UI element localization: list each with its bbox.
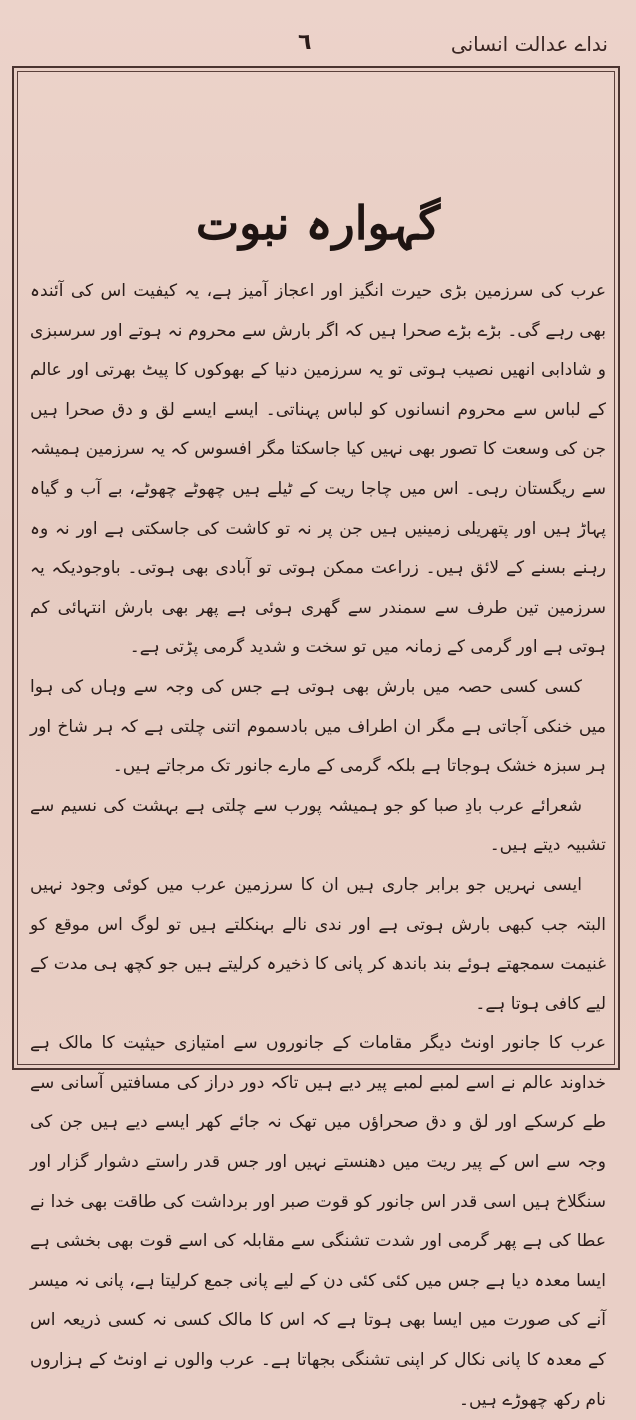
page-number: ٦ <box>298 30 312 55</box>
body-text <box>30 272 606 1420</box>
chapter-title: گہوارہ نبوت <box>195 196 441 250</box>
paragraph: ایسی نہریں جو برابر جاری ہیں ان کا سرزمین عرب میں کوئی وجود نہیں البتہ جب کبھی بارش ہوتی ہے اور ندی نالے بہنکلتے ہیں تو لوگ اس موقع کو غنیمت سمجھتے ہوئے بند باندھ کر پانی کا ذخیرہ کرلیتے ہیں جو کچھ ہی مدت کے لیے کافی ہوتا ہے۔ <box>30 874 606 1014</box>
paragraph: شعرائے عرب بادِ صبا کو جو ہمیشہ پورب سے چلتی ہے بہشت کی نسیم سے تشبیہ دیتے ہیں۔ <box>30 795 606 856</box>
paragraph: عرب کی سرزمین بڑی حیرت انگیز اور اعجاز آمیز ہے، یہ کیفیت اس کی آئندہ بھی رہے گی۔ بڑے بڑے صحرا ہیں کہ اگر بارش سے محروم نہ ہوتے اور سرسبزی و شادابی انھیں نصیب ہوتی تو یہ سرزمین دنیا کے بھوکوں کا پیٹ بھرتی اور عالم کے لباس سے محروم انسانوں کو لباس پہناتی۔ ایسے ایسے لق و دق صحرا ہیں جن کی وسعت کا تصور بھی نہیں کیا جاسکتا مگر افسوس کہ یہ سرزمین ہمیشہ سے ریگستان رہی۔ اس میں چاجا ریت کے ٹیلے ہیں چھوٹے چھوٹے، بے آب و گیاہ پہاڑ ہیں اور پتھریلی زمینیں ہیں جن پر نہ تو کاشت کی جاسکتی ہے اور نہ وہ رہنے بسنے کے لائق ہیں۔ زراعت ممکن ہوتی تو آبادی بھی ہوتی۔ باوجودیکہ یہ سرزمین تین طرف سے سمندر سے گھری ہوئی ہے پھر بھی بارش انتہائی کم ہوتی ہے اور گرمی کے زمانہ میں تو سخت و شدید گرمی پڑتی ہے۔ <box>30 281 606 658</box>
running-book-title: نداے عدالت انسانی <box>450 32 608 56</box>
paragraph: کسی کسی حصہ میں بارش بھی ہوتی ہے جس کی وجہ سے وہاں کی ہوا میں خنکی آجاتی ہے مگر ان اطراف میں بادسموم اتنی چلتی ہے کہ ہر شاخ اور ہر سبزہ خشک ہوجاتا ہے بلکہ گرمی کے مارے جانور تک مرجاتے ہیں۔ <box>30 676 606 777</box>
page-header <box>0 0 636 60</box>
paragraph: عرب کا جانور اونٹ دیگر مقامات کے جانوروں سے امتیازی حیثیت کا مالک ہے خداوند عالم نے اسے لمبے لمبے پیر دیے ہیں تاکہ دور دراز کی مسافتیں آسانی سے طے کرسکے اور لق و دق صحراؤں میں تھک نہ جائے کھر ایسے دیے ہیں جن کی وجہ سے اس کے پیر ریت میں دھنستے نہیں اور جس قدر راستے دشوار گزار اور سنگلاخ ہیں اسی قدر اس جانور کو قوت صبر اور برداشت کی طاقت بھی خدا نے عطا کی ہے پھر گرمی اور شدت تشنگی سے مقابلہ کی اسے قوت بھی بخشی ہے ایسا معدہ دیا ہے جس میں کئی کئی دن کے لیے پانی جمع کرلیتا ہے، پانی نہ میسر آنے کی صورت میں ایسا بھی ہوتا ہے کہ اس کا مالک کسی نہ کسی ذریعہ اس کے معدہ کا پانی نکال کر اپنی تشنگی بجھاتا ہے۔ عرب والوں نے اونٹ کے ہزاروں نام رکھ چھوڑے ہیں۔ <box>30 1033 606 1410</box>
